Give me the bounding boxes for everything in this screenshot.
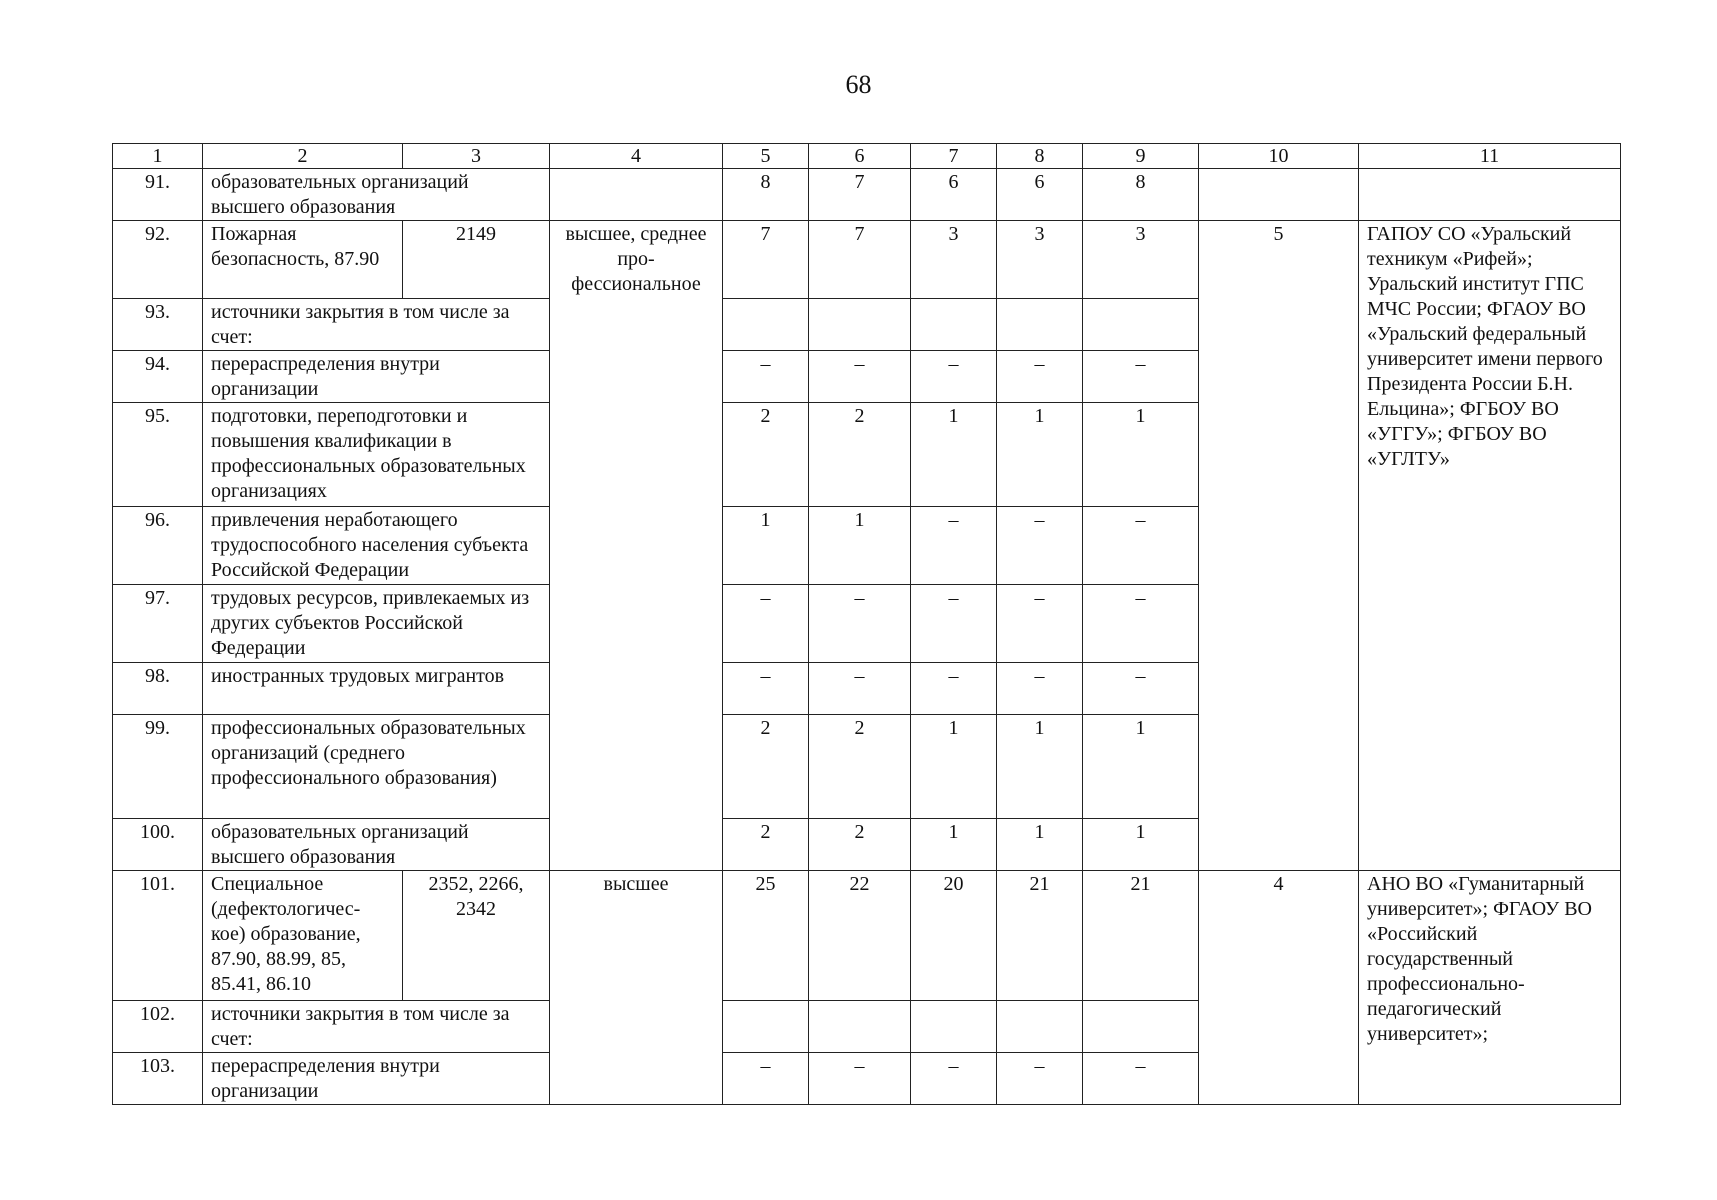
value-cell: – <box>809 585 911 663</box>
row-number: 103. <box>113 1053 203 1105</box>
row-number: 92. <box>113 221 203 299</box>
value-cell: – <box>911 663 997 715</box>
column-header: 2 <box>203 144 403 169</box>
organizations: АНО ВО «Гуманитарный университет»; ФГАОУ ВО «Российский государственный профессионально-педагогический университет»; <box>1359 871 1621 1105</box>
value-cell: – <box>997 507 1083 585</box>
specialty-code: 2149 <box>403 221 550 299</box>
value-cell <box>997 1001 1083 1053</box>
value-cell: 2 <box>809 819 911 871</box>
staffing-table <box>112 143 1621 1105</box>
value-cell: – <box>1083 507 1199 585</box>
column-header: 3 <box>403 144 550 169</box>
row-number: 100. <box>113 819 203 871</box>
value-cell: 1 <box>1083 819 1199 871</box>
value-cell <box>997 299 1083 351</box>
column-header: 4 <box>550 144 723 169</box>
row-number: 91. <box>113 169 203 221</box>
value-cell: – <box>723 1053 809 1105</box>
row-label: перераспределения внутри организации <box>203 351 550 403</box>
row-label: образовательных организаций высшего образования <box>203 169 550 221</box>
row-label: источники закрытия в том числе за счет: <box>203 1001 550 1053</box>
value-cell: – <box>809 663 911 715</box>
value-cell: 1 <box>723 507 809 585</box>
value-cell: 2 <box>809 715 911 819</box>
value-cell: 2 <box>723 715 809 819</box>
value-cell: – <box>723 351 809 403</box>
value-cell: – <box>1083 351 1199 403</box>
value-cell: 1 <box>809 507 911 585</box>
value-cell: – <box>1083 1053 1199 1105</box>
value-cell <box>809 299 911 351</box>
value-cell: – <box>911 585 997 663</box>
value-cell: – <box>809 351 911 403</box>
row-label: профессиональных образовательных организаций (среднего профессионального образования) <box>203 715 550 819</box>
education-level: высшее <box>550 871 723 1105</box>
row-label: перераспределения внутри организации <box>203 1053 550 1105</box>
value-cell: – <box>1083 585 1199 663</box>
value-cell: 1 <box>1083 715 1199 819</box>
orgs-cell <box>1359 169 1621 221</box>
value-cell: 20 <box>911 871 997 1001</box>
row-label: источники закрытия в том числе за счет: <box>203 299 550 351</box>
row-number: 97. <box>113 585 203 663</box>
value-cell: – <box>997 585 1083 663</box>
column-header: 6 <box>809 144 911 169</box>
row-number: 101. <box>113 871 203 1001</box>
value-cell: – <box>997 663 1083 715</box>
value-cell: 1 <box>1083 403 1199 507</box>
col10-value: 4 <box>1199 871 1359 1105</box>
value-cell: – <box>809 1053 911 1105</box>
row-label: трудовых ресурсов, привлекаемых из других субъектов Российской Федерации <box>203 585 550 663</box>
value-cell: 3 <box>1083 221 1199 299</box>
value-cell: 3 <box>911 221 997 299</box>
column-header: 11 <box>1359 144 1621 169</box>
value-cell: – <box>911 1053 997 1105</box>
value-cell: – <box>723 585 809 663</box>
value-cell: 21 <box>1083 871 1199 1001</box>
value-cell: 3 <box>997 221 1083 299</box>
value-cell <box>1083 299 1199 351</box>
value-cell <box>911 1001 997 1053</box>
value-cell: 1 <box>997 819 1083 871</box>
value-cell: 22 <box>809 871 911 1001</box>
value-cell: 6 <box>997 169 1083 221</box>
row-number: 96. <box>113 507 203 585</box>
value-cell: – <box>997 351 1083 403</box>
value-cell: – <box>723 663 809 715</box>
specialty-code: 2352, 2266, 2342 <box>403 871 550 1001</box>
row-label: образовательных организаций высшего образования <box>203 819 550 871</box>
value-cell: 25 <box>723 871 809 1001</box>
value-cell: 1 <box>911 819 997 871</box>
column-header: 1 <box>113 144 203 169</box>
row-number: 98. <box>113 663 203 715</box>
column-header: 7 <box>911 144 997 169</box>
row-label: подготовки, переподготовки и повышения квалификации в профессиональных образовательных организациях <box>203 403 550 507</box>
education-level: высшее, среднее про-фессиональное <box>550 221 723 871</box>
row-number: 102. <box>113 1001 203 1053</box>
value-cell: 8 <box>1083 169 1199 221</box>
column-header: 8 <box>997 144 1083 169</box>
value-cell: 1 <box>997 715 1083 819</box>
col10-value: 5 <box>1199 221 1359 871</box>
specialty-name: Пожарная безопасность, 87.90 <box>203 221 403 299</box>
table-row <box>113 871 1621 1001</box>
value-cell: 7 <box>723 221 809 299</box>
value-cell: 1 <box>997 403 1083 507</box>
value-cell: 6 <box>911 169 997 221</box>
col10-cell <box>1199 169 1359 221</box>
row-label: привлечения неработающего трудоспособного населения субъекта Российской Федерации <box>203 507 550 585</box>
value-cell <box>1083 1001 1199 1053</box>
page-number: 68 <box>845 70 872 99</box>
column-header: 10 <box>1199 144 1359 169</box>
table-row <box>113 169 1621 221</box>
value-cell: 7 <box>809 221 911 299</box>
column-header: 9 <box>1083 144 1199 169</box>
organizations: ГАПОУ СО «Уральский техникум «Рифей»; Уральский институт ГПС МЧС России; ФГАОУ ВО «Уральский федеральный университет имени первого Президента России Б.Н. Ельцина»; ФГБОУ ВО «УГГУ»; ФГБОУ ВО «УГЛТУ» <box>1359 221 1621 871</box>
specialty-name: Специальное (дефектологичес-кое) образование, 87.90, 88.99, 85, 85.41, 86.10 <box>203 871 403 1001</box>
value-cell: 1 <box>911 403 997 507</box>
value-cell: – <box>997 1053 1083 1105</box>
value-cell: – <box>911 351 997 403</box>
row-number: 93. <box>113 299 203 351</box>
value-cell <box>911 299 997 351</box>
value-cell <box>723 1001 809 1053</box>
value-cell: 1 <box>911 715 997 819</box>
level-cell <box>550 169 723 221</box>
value-cell: 21 <box>997 871 1083 1001</box>
value-cell: – <box>911 507 997 585</box>
table-row <box>113 221 1621 299</box>
value-cell: – <box>1083 663 1199 715</box>
value-cell: 2 <box>723 403 809 507</box>
value-cell <box>723 299 809 351</box>
row-number: 94. <box>113 351 203 403</box>
row-number: 99. <box>113 715 203 819</box>
value-cell: 7 <box>809 169 911 221</box>
row-number: 95. <box>113 403 203 507</box>
value-cell: 8 <box>723 169 809 221</box>
column-header: 5 <box>723 144 809 169</box>
table-header-row <box>113 144 1621 169</box>
value-cell: 2 <box>723 819 809 871</box>
value-cell <box>809 1001 911 1053</box>
row-label: иностранных трудовых мигрантов <box>203 663 550 715</box>
value-cell: 2 <box>809 403 911 507</box>
